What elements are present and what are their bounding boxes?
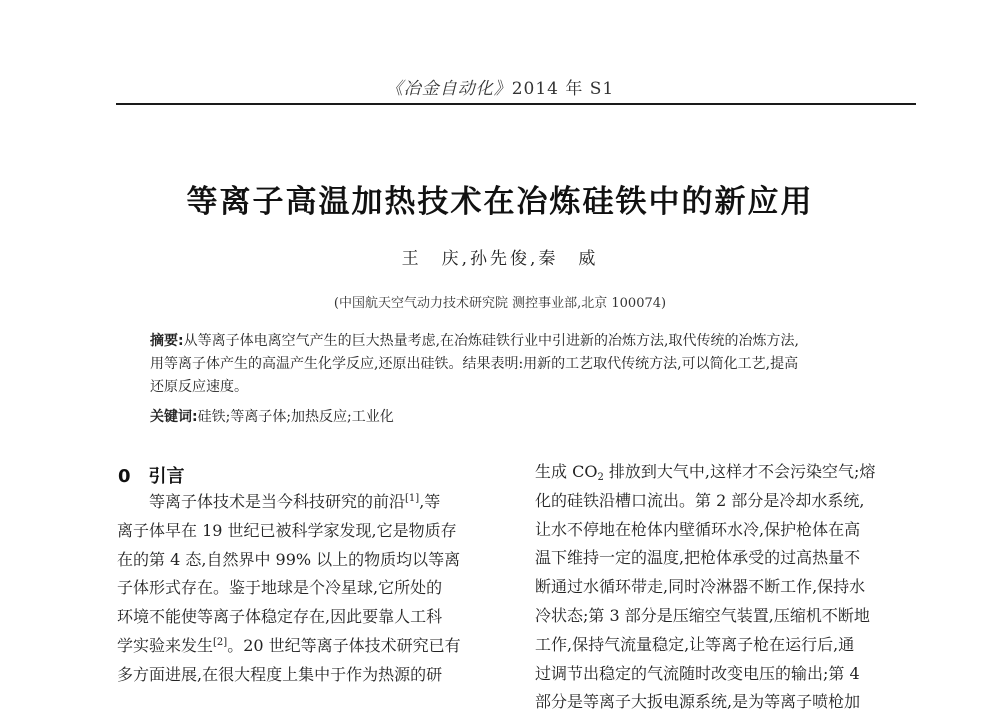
body-line: 环境不能使等离子体稳定存在,因此要靠人工科	[117, 607, 443, 627]
body-line: 在的第 4 态,自然界中 99% 以上的物质均以等离	[117, 549, 461, 569]
abstract	[150, 330, 915, 399]
section-heading	[118, 462, 185, 488]
keywords	[150, 406, 915, 429]
keywords-text: 硅铁;等离子体;加热反应;工业化	[197, 409, 394, 425]
body-line: 化的硅铁沿槽口流出。第 2 部分是冷却水系统,	[535, 490, 865, 510]
abstract-text: 从等离子体电离空气产生的巨大热量考虑,在冶炼硅铁行业中引进新的冶炼方法,取代传统的冶炼方法,	[183, 333, 799, 349]
keywords-label: 关键词:	[150, 409, 198, 425]
body-line: 断通过水循环带走,同时冷淋器不断工作,保持水	[535, 577, 866, 597]
section-title: 引言	[148, 466, 185, 487]
body-line: 让水不停地在枪体内壁循环水冷,保护枪体在高	[535, 519, 861, 539]
body-line	[117, 632, 497, 661]
journal-issue: 2014 年 S1	[511, 79, 615, 99]
paper-authors: 王 庆,孙先俊,秦 威	[401, 249, 599, 269]
abstract-line: 用等离子体产生的高温产生化学反应,还原出硅铁。结果表明:用新的工艺取代传统方法,可以简化工艺,提高	[150, 356, 799, 372]
body-line: 温下维持一定的温度,把枪体承受的过高热量不	[535, 548, 861, 568]
body-text: 。20 世纪等离子体技术研究已有	[227, 635, 461, 655]
subscript: 2	[597, 472, 604, 483]
body-line: 离子体早在 19 世纪已被科学家发现,它是物质存	[117, 520, 457, 540]
abstract-line	[150, 330, 915, 353]
paper-affiliation: (中国航天空气动力技术研究院 测控事业部,北京 100074)	[333, 296, 667, 311]
body-line: 部分是等离子大扳电源系统,是为等离子喷枪加	[535, 692, 861, 712]
paper-title: 等离子高温加热技术在冶炼硅铁中的新应用	[186, 184, 814, 220]
citation-ref: [1]	[405, 493, 420, 504]
journal-header	[0, 74, 1000, 99]
body-text: 等离子体技术是当今科技研究的前沿	[149, 492, 406, 511]
left-column	[117, 488, 497, 690]
body-line: 多方面进展,在很大程度上集中于作为热源的研	[117, 664, 443, 684]
right-column	[535, 458, 916, 717]
body-text: 生成 CO	[535, 462, 598, 481]
abstract-label: 摘要:	[150, 333, 184, 349]
journal-name: 《冶金自动化》	[385, 79, 512, 99]
body-text: 排放到大气中,这样才不会污染空气;熔	[603, 462, 876, 481]
body-text: 学实验来发生	[117, 635, 214, 655]
body-line: 子体形式存在。鉴于地球是个冷星球,它所处的	[117, 578, 443, 598]
citation-ref: [2]	[213, 636, 228, 648]
body-line: 过调节出稳定的气流随时改变电压的输出;第 4	[535, 663, 860, 683]
body-text: ,等	[419, 492, 441, 511]
section-number: 0	[118, 466, 131, 487]
body-line	[117, 488, 497, 517]
header-rule	[116, 103, 916, 105]
body-line: 冷状态;第 3 部分是压缩空气装置,压缩机不断地	[535, 605, 870, 625]
abstract-line: 还原反应速度。	[150, 379, 248, 395]
body-line	[535, 458, 916, 487]
body-line: 工作,保持气流量稳定,让等离子枪在运行后,通	[535, 634, 855, 654]
